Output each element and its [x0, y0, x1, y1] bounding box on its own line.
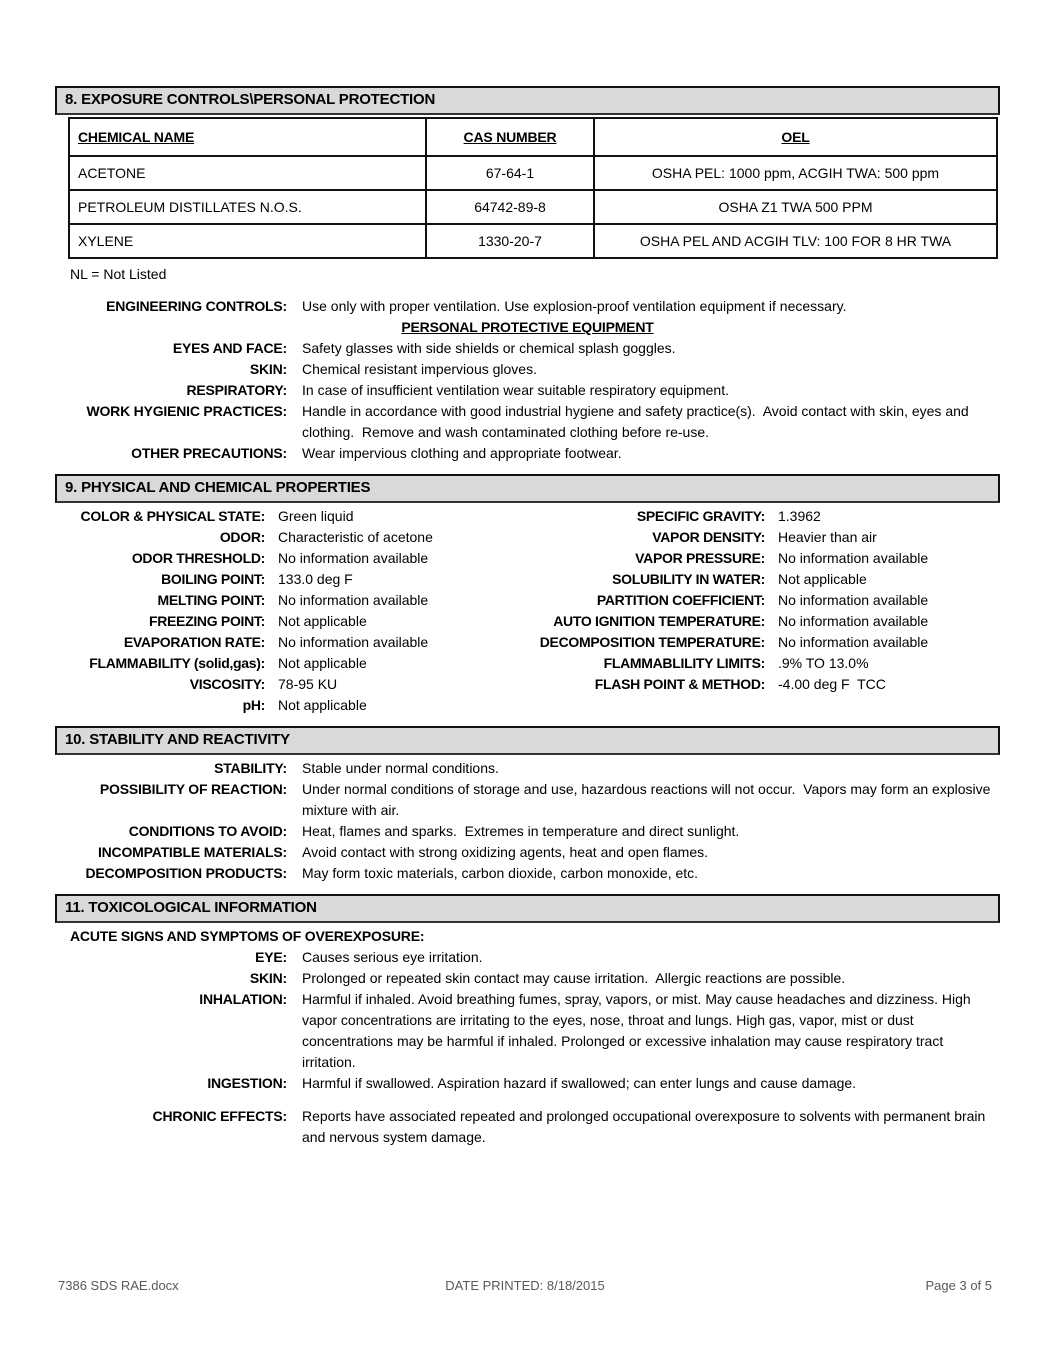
cell-oel: OSHA Z1 TWA 500 PPM: [594, 190, 997, 224]
property-row: [55, 506, 1000, 527]
cell-oel: OSHA PEL AND ACGIH TLV: 100 FOR 8 HR TWA: [594, 224, 997, 258]
field-value: Under normal conditions of storage and use, hazardous reactions will not occur. Vapors may form an explosive mixture with air.: [302, 781, 995, 818]
section-10-header: 10. STABILITY AND REACTIVITY: [55, 726, 1000, 755]
field-value: Prolonged or repeated skin contact may cause irritation. Allergic reactions are possible.: [302, 970, 846, 986]
table-row: [69, 190, 997, 224]
property-row: [55, 695, 1000, 716]
property-label: AUTO IGNITION TEMPERATURE:: [553, 613, 765, 629]
property-label: SPECIFIC GRAVITY:: [636, 508, 765, 524]
property-value: 78-95 KU: [278, 676, 338, 692]
section-9-header: 9. PHYSICAL AND CHEMICAL PROPERTIES: [55, 474, 1000, 503]
field-value: In case of insufficient ventilation wear suitable respiratory equipment.: [302, 382, 729, 398]
cell-chemical-name: ACETONE: [69, 156, 426, 190]
acute-signs-subheading: ACUTE SIGNS AND SYMPTOMS OF OVEREXPOSURE:: [70, 928, 425, 944]
field-eyes-and-face: [55, 338, 1000, 359]
field-value: Handle in accordance with good industrial hygiene and safety practice(s). Avoid contact with skin, eyes and clothing. Remove and wash contaminated clothing before re-use.: [302, 403, 973, 440]
property-row: [55, 674, 1000, 695]
property-value: Not applicable: [278, 655, 367, 671]
field-possibility-of-reaction: [55, 779, 1000, 821]
property-label: VAPOR DENSITY:: [652, 529, 765, 545]
property-row: [55, 632, 1000, 653]
property-value: Heavier than air: [778, 529, 877, 545]
property-label: COLOR & PHYSICAL STATE:: [80, 508, 265, 524]
cell-cas-number: 1330-20-7: [426, 224, 594, 258]
field-engineering-controls: [55, 296, 1000, 317]
cell-cas-number: 64742-89-8: [426, 190, 594, 224]
property-label: SOLUBILITY IN WATER:: [612, 571, 765, 587]
field-value: Harmful if swallowed. Aspiration hazard if swallowed; can enter lungs and cause damage.: [302, 1075, 857, 1091]
field-value: Harmful if inhaled. Avoid breathing fumes, spray, vapors, or mist. May cause headaches and dizziness. High vapor concentrations are irritating to the eyes, nose, throat and lungs. High gas, vapor, mist or dust concentrations may be harmful if inhaled. Prolonged or excessive inhalation may cause respiratory tract irritation.: [302, 991, 975, 1070]
property-value: No information available: [278, 550, 429, 566]
table-header-row: [69, 118, 997, 156]
property-label: EVAPORATION RATE:: [123, 634, 265, 650]
property-row: [55, 527, 1000, 548]
field-value: Reports have associated repeated and prolonged occupational overexposure to solvents with permanent brain and nervous system damage.: [302, 1108, 990, 1145]
property-label: FLAMMABILITY (solid,gas):: [89, 655, 265, 671]
property-value: Not applicable: [278, 697, 367, 713]
not-listed-note: NL = Not Listed: [70, 266, 167, 282]
field-label: INCOMPATIBLE MATERIALS:: [97, 844, 287, 860]
cell-chemical-name: PETROLEUM DISTILLATES N.O.S.: [69, 190, 426, 224]
field-label: EYE:: [255, 949, 287, 965]
property-label: pH:: [242, 697, 265, 713]
section-8-header: 8. EXPOSURE CONTROLS\PERSONAL PROTECTION: [55, 86, 1000, 115]
property-label: VISCOSITY:: [189, 676, 265, 692]
section-8-body: [55, 296, 1000, 464]
column-header-chemical-name: CHEMICAL NAME: [69, 118, 426, 156]
property-value: [765, 695, 1000, 716]
field-value: Stable under normal conditions.: [302, 760, 499, 776]
field-value: Heat, flames and sparks. Extremes in temperature and direct sunlight.: [302, 823, 740, 839]
property-label: VAPOR PRESSURE:: [635, 550, 765, 566]
physical-properties-grid: [55, 506, 1000, 716]
field-ingestion: [55, 1073, 1000, 1094]
field-label: OTHER PRECAUTIONS:: [131, 445, 287, 461]
field-label: ENGINEERING CONTROLS:: [106, 298, 287, 314]
property-value: No information available: [778, 634, 929, 650]
property-value: Not applicable: [778, 571, 867, 587]
field-label: DECOMPOSITION PRODUCTS:: [85, 865, 287, 881]
field-label: INGESTION:: [207, 1075, 287, 1091]
table-row: [69, 156, 997, 190]
field-label: CHRONIC EFFECTS:: [152, 1108, 287, 1124]
property-row: [55, 611, 1000, 632]
property-value: No information available: [278, 592, 429, 608]
property-label: FREEZING POINT:: [148, 613, 265, 629]
field-value: Safety glasses with side shields or chemical splash goggles.: [302, 340, 676, 356]
field-other-precautions: [55, 443, 1000, 464]
property-label: FLASH POINT & METHOD:: [594, 676, 765, 692]
property-value: 1.3962: [778, 508, 821, 524]
field-respiratory: [55, 380, 1000, 401]
field-skin: [55, 968, 1000, 989]
property-row: [55, 548, 1000, 569]
footer-date-printed: DATE PRINTED: 8/18/2015: [445, 1278, 605, 1293]
property-row: [55, 569, 1000, 590]
property-label: PARTITION COEFFICIENT:: [596, 592, 765, 608]
property-label: FLAMMABLILITY LIMITS:: [603, 655, 765, 671]
field-stability: [55, 758, 1000, 779]
property-value: Not applicable: [278, 613, 367, 629]
field-skin-protection: [55, 359, 1000, 380]
ppe-heading: PERSONAL PROTECTIVE EQUIPMENT: [401, 319, 654, 335]
table-row: [69, 224, 997, 258]
page-footer: [58, 1278, 992, 1293]
field-value: Avoid contact with strong oxidizing agents, heat and open flames.: [302, 844, 708, 860]
field-label: EYES AND FACE:: [172, 340, 287, 356]
field-value: Causes serious eye irritation.: [302, 949, 483, 965]
property-value: No information available: [278, 634, 429, 650]
field-label: RESPIRATORY:: [186, 382, 287, 398]
property-value: -4.00 deg F TCC: [778, 676, 886, 692]
field-value: Wear impervious clothing and appropriate footwear.: [302, 445, 622, 461]
section-10-body: [55, 758, 1000, 884]
property-label: MELTING POINT:: [157, 592, 265, 608]
field-label: POSSIBILITY OF REACTION:: [99, 781, 287, 797]
field-conditions-to-avoid: [55, 821, 1000, 842]
field-value: Use only with proper ventilation. Use explosion-proof ventilation equipment if necessary.: [302, 298, 847, 314]
field-label: SKIN:: [249, 970, 287, 986]
field-inhalation: [55, 989, 1000, 1073]
property-value: No information available: [778, 550, 929, 566]
property-value: No information available: [778, 592, 929, 608]
section-11-header: 11. TOXICOLOGICAL INFORMATION: [55, 894, 1000, 923]
property-label: ODOR:: [219, 529, 265, 545]
cell-chemical-name: XYLENE: [69, 224, 426, 258]
property-label: BOILING POINT:: [161, 571, 265, 587]
field-label: SKIN:: [249, 361, 287, 377]
section-11-body: [55, 947, 1000, 1148]
cell-cas-number: 67-64-1: [426, 156, 594, 190]
field-eye: [55, 947, 1000, 968]
field-value: Chemical resistant impervious gloves.: [302, 361, 537, 377]
field-chronic-effects: [55, 1106, 1000, 1148]
property-label: [510, 695, 765, 716]
exposure-limits-table: [68, 117, 998, 259]
field-label: INHALATION:: [199, 991, 287, 1007]
field-label: CONDITIONS TO AVOID:: [128, 823, 287, 839]
field-decomposition-products: [55, 863, 1000, 884]
property-value: 133.0 deg F: [278, 571, 353, 587]
property-value: .9% TO 13.0%: [778, 655, 869, 671]
footer-filename: 7386 SDS RAE.docx: [58, 1278, 179, 1293]
field-label: WORK HYGIENIC PRACTICES:: [86, 403, 287, 419]
field-value: May form toxic materials, carbon dioxide, carbon monoxide, etc.: [302, 865, 699, 881]
column-header-oel: OEL: [594, 118, 997, 156]
property-label: DECOMPOSITION TEMPERATURE:: [539, 634, 765, 650]
property-value: Green liquid: [278, 508, 354, 524]
property-row: [55, 590, 1000, 611]
field-label: STABILITY:: [214, 760, 287, 776]
column-header-cas-number: CAS NUMBER: [426, 118, 594, 156]
field-incompatible-materials: [55, 842, 1000, 863]
property-value: No information available: [778, 613, 929, 629]
property-label: ODOR THRESHOLD:: [131, 550, 265, 566]
field-work-hygienic-practices: [55, 401, 1000, 443]
property-row: [55, 653, 1000, 674]
property-value: Characteristic of acetone: [278, 529, 433, 545]
footer-page-number: Page 3 of 5: [925, 1278, 992, 1293]
cell-oel: OSHA PEL: 1000 ppm, ACGIH TWA: 500 ppm: [594, 156, 997, 190]
